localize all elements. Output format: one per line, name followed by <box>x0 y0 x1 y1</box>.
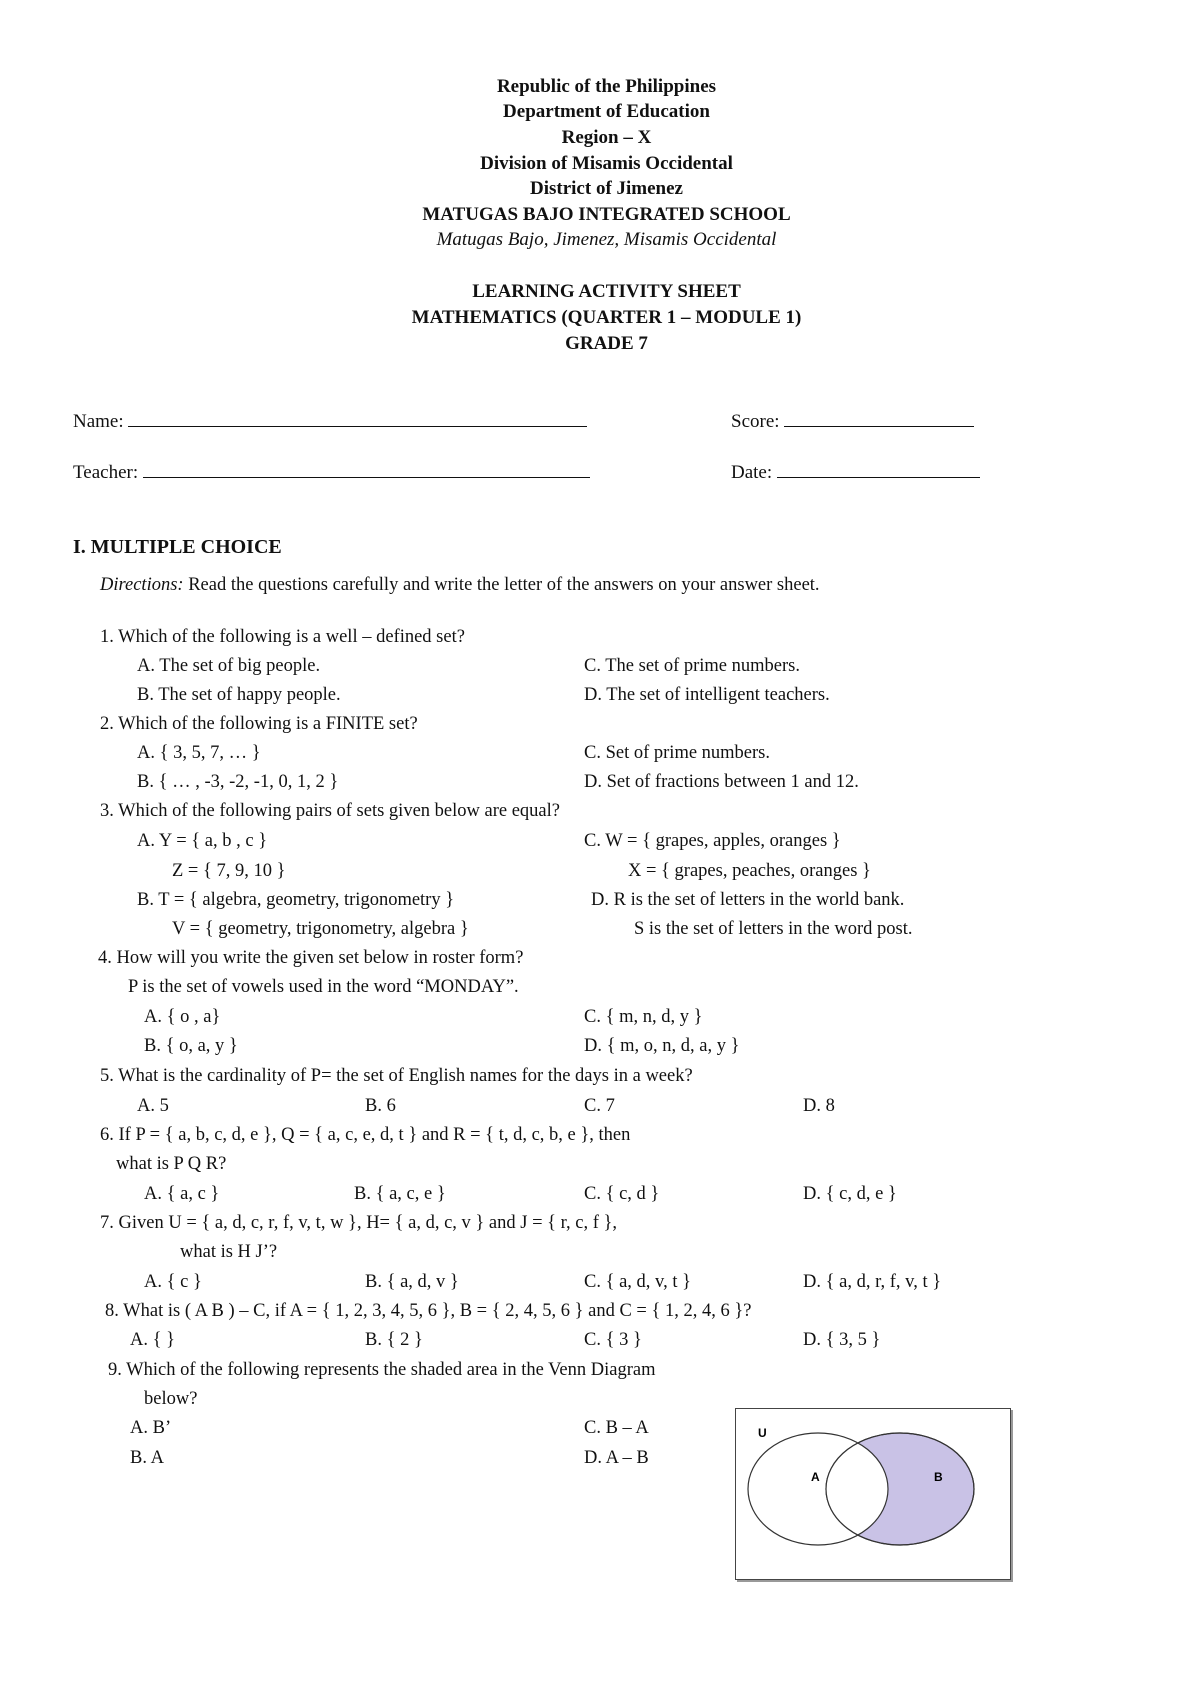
header-region: Region – X <box>561 127 652 148</box>
q2-stem: 2. Which of the following is a FINITE set? <box>100 714 418 734</box>
q2-option-d: D. Set of fractions between 1 and 12. <box>584 772 859 792</box>
q7-option-d: D. { a, d, r, f, v, t } <box>803 1272 942 1292</box>
q1-option-a: A. The set of big people. <box>137 656 321 676</box>
date-label: Date: <box>731 462 773 483</box>
q4-option-d: D. { m, o, n, d, a, y } <box>584 1036 740 1056</box>
q1-option-d: D. The set of intelligent teachers. <box>584 685 830 705</box>
q5-option-c: C. 7 <box>584 1096 615 1116</box>
q6-option-a: A. { a, c } <box>144 1184 220 1204</box>
date-blank[interactable] <box>777 459 980 478</box>
section-heading: I. MULTIPLE CHOICE <box>73 536 282 558</box>
venn-diagram <box>735 1408 1011 1580</box>
q6-option-b: B. { a, c, e } <box>354 1184 446 1204</box>
q5-stem: 5. What is the cardinality of P= the set of English names for the days in a week? <box>100 1066 693 1086</box>
q1-option-c: C. The set of prime numbers. <box>584 656 800 676</box>
header-division: Division of Misamis Occidental <box>480 153 733 174</box>
q9-option-a: A. B’ <box>130 1418 172 1438</box>
q9-option-d: D. A – B <box>584 1448 649 1468</box>
directions <box>100 575 820 596</box>
q3-option-d-line1: D. R is the set of letters in the world bank. <box>591 890 905 910</box>
q8-option-b: B. { 2 } <box>365 1330 423 1350</box>
q4-stem: 4. How will you write the given set below in roster form? <box>98 948 524 968</box>
q7-option-c: C. { a, d, v, t } <box>584 1272 691 1292</box>
header-address: Matugas Bajo, Jimenez, Misamis Occidental <box>436 229 777 250</box>
teacher-field[interactable] <box>73 459 590 484</box>
directions-text: Read the questions carefully and write the letter of the answers on your answer sheet. <box>183 575 820 595</box>
q8-stem: 8. What is ( A B ) – C, if A = { 1, 2, 3, 4, 5, 6 }, B = { 2, 4, 5, 6 } and C = { 1, 2, 4, 6 }? <box>105 1301 752 1321</box>
q1-stem: 1. Which of the following is a well – defined set? <box>100 627 465 647</box>
q5-option-b: B. 6 <box>365 1096 396 1116</box>
q6-stem-line2: what is P Q R? <box>116 1154 227 1174</box>
q1-option-b: B. The set of happy people. <box>137 685 341 705</box>
q9-option-b: B. A <box>130 1448 164 1468</box>
q7-option-a: A. { c } <box>144 1272 202 1292</box>
teacher-blank[interactable] <box>143 459 590 478</box>
q6-option-d: D. { c, d, e } <box>803 1184 897 1204</box>
sheet-title: LEARNING ACTIVITY SHEET <box>472 281 741 302</box>
q6-option-c: C. { c, d } <box>584 1184 660 1204</box>
q2-option-b: B. { … , -3, -2, -1, 0, 1, 2 } <box>137 772 339 792</box>
header-republic: Republic of the Philippines <box>496 76 717 97</box>
name-label: Name: <box>73 411 124 432</box>
q9-option-c: C. B – A <box>584 1418 649 1438</box>
q6-stem: 6. If P = { a, b, c, d, e }, Q = { a, c, e, d, t } and R = { t, d, c, b, e }, then <box>100 1125 631 1145</box>
q7-stem-line2: what is H J’? <box>180 1242 278 1262</box>
venn-universe-label: U <box>758 1426 767 1440</box>
q8-option-a: A. { } <box>130 1330 175 1350</box>
q4-stem-line2: P is the set of vowels used in the word “MONDAY”. <box>128 977 519 997</box>
name-blank[interactable] <box>128 408 587 427</box>
score-field[interactable] <box>731 408 974 433</box>
q7-option-b: B. { a, d, v } <box>365 1272 459 1292</box>
grade-title: GRADE 7 <box>565 333 648 354</box>
header-school: MATUGAS BAJO INTEGRATED SCHOOL <box>422 204 791 225</box>
venn-set-b-label: B <box>934 1470 943 1484</box>
q3-option-b-line2: V = { geometry, trigonometry, algebra } <box>172 919 469 939</box>
venn-set-a-label: A <box>811 1470 820 1484</box>
q2-option-a: A. { 3, 5, 7, … } <box>137 743 261 763</box>
q3-option-a-line2: Z = { 7, 9, 10 } <box>172 861 286 881</box>
q3-stem: 3. Which of the following pairs of sets given below are equal? <box>100 801 560 821</box>
q3-option-c-line2: X = { grapes, peaches, oranges } <box>628 861 871 881</box>
q8-option-c: C. { 3 } <box>584 1330 642 1350</box>
name-field[interactable] <box>73 408 587 433</box>
q2-option-c: C. Set of prime numbers. <box>584 743 771 763</box>
q3-option-b-line1: B. T = { algebra, geometry, trigonometry } <box>137 890 455 910</box>
q8-option-d: D. { 3, 5 } <box>803 1330 881 1350</box>
score-blank[interactable] <box>784 408 974 427</box>
q7-stem: 7. Given U = { a, d, c, r, f, v, t, w }, H= { a, d, c, v } and J = { r, c, f }, <box>100 1213 618 1233</box>
q5-option-a: A. 5 <box>137 1096 169 1116</box>
q3-option-d-line2: S is the set of letters in the word post. <box>634 919 913 939</box>
q9-stem: 9. Which of the following represents the shaded area in the Venn Diagram <box>108 1360 656 1380</box>
q4-option-b: B. { o, a, y } <box>144 1036 238 1056</box>
q5-option-d: D. 8 <box>803 1096 835 1116</box>
teacher-label: Teacher: <box>73 462 139 483</box>
subject-title: MATHEMATICS (QUARTER 1 – MODULE 1) <box>411 307 802 328</box>
header-department: Department of Education <box>503 101 710 122</box>
header-district: District of Jimenez <box>530 178 683 199</box>
date-field[interactable] <box>731 459 980 484</box>
q4-option-a: A. { o , a} <box>144 1007 221 1027</box>
venn-diagram-svg <box>736 1409 1010 1579</box>
q4-option-c: C. { m, n, d, y } <box>584 1007 703 1027</box>
q9-stem-line2: below? <box>144 1389 198 1409</box>
q3-option-a-line1: A. Y = { a, b , c } <box>137 831 268 851</box>
score-label: Score: <box>731 411 780 432</box>
q3-option-c-line1: C. W = { grapes, apples, oranges } <box>584 831 841 851</box>
directions-label: Directions: <box>100 575 184 595</box>
